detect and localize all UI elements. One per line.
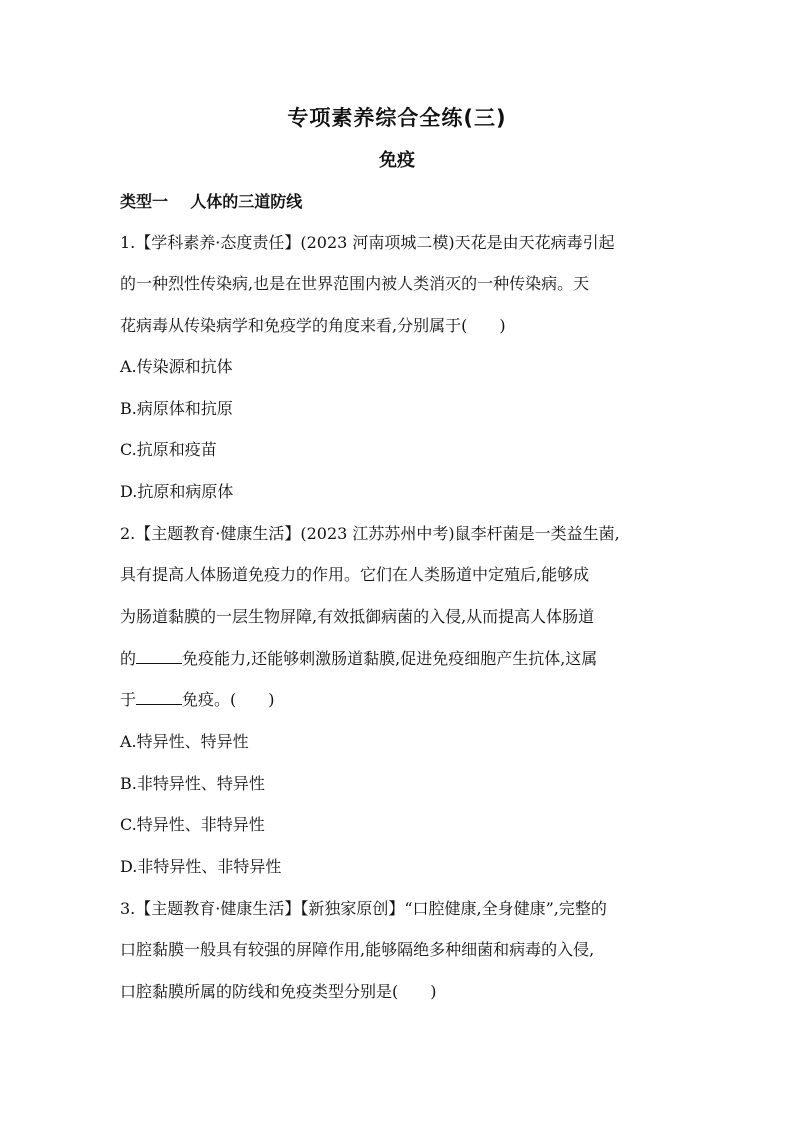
question-1-line-2: 的一种烈性传染病,也是在世界范围内被人类消灭的一种传染病。天 [120, 274, 590, 293]
question-2-line-5-prefix: 于 [120, 690, 137, 709]
question-2-line-4-rest: 免疫能力,还能够刺激肠道黏膜,促进免疫细胞产生抗体,这属 [182, 649, 598, 668]
question-1-option-c: C.抗原和疫苗 [120, 440, 217, 459]
question-2-option-c: C.特异性、非特异性 [120, 815, 265, 834]
question-2-option-b: B.非特异性、特异性 [120, 774, 265, 793]
question-2-line-2: 具有提高人体肠道免疫力的作用。它们在人类肠道中定殖后,能够成 [120, 565, 590, 584]
question-1-option-a: A.传染源和抗体 [120, 357, 233, 376]
question-3-line-2: 口腔黏膜一般具有较强的屏障作用,能够隔绝多种细菌和病毒的入侵, [120, 940, 595, 959]
question-1-option-b: B.病原体和抗原 [120, 399, 233, 418]
question-2-line-3: 为肠道黏膜的一层生物屏障,有效抵御病菌的入侵,从而提高人体肠道 [120, 607, 595, 626]
question-1-line-1: 1.【学科素养·态度责任】(2023 河南项城二模)天花是由天花病毒引起 [120, 233, 615, 252]
page-subtitle: 免疫 [379, 150, 415, 171]
question-1-option-d: D.抗原和病原体 [120, 482, 234, 501]
question-3-line-1: 3.【主题教育·健康生活】【新独家原创】“口腔健康,全身健康”,完整的 [120, 899, 607, 918]
question-2-line-4 [120, 649, 597, 669]
question-3-line-3: 口腔黏膜所属的防线和免疫类型分别是( ) [120, 982, 437, 1001]
question-2-option-d: D.非特异性、非特异性 [120, 857, 282, 876]
question-2-line-4-prefix: 的 [120, 649, 137, 668]
question-2-line-1: 2.【主题教育·健康生活】(2023 江苏苏州中考)鼠李杆菌是一类益生菌, [120, 524, 620, 543]
question-2-option-a: A.特异性、特异性 [120, 732, 249, 751]
question-2-line-5 [120, 690, 275, 710]
answer-blank [136, 690, 182, 705]
page-title: 专项素养综合全练(三) [287, 106, 507, 130]
answer-blank [136, 649, 182, 664]
question-2-line-5-rest: 免疫。( ) [182, 690, 275, 709]
section-heading: 类型一 人体的三道防线 [120, 192, 303, 211]
question-1-line-3: 花病毒从传染病学和免疫学的角度来看,分别属于( ) [120, 316, 506, 335]
